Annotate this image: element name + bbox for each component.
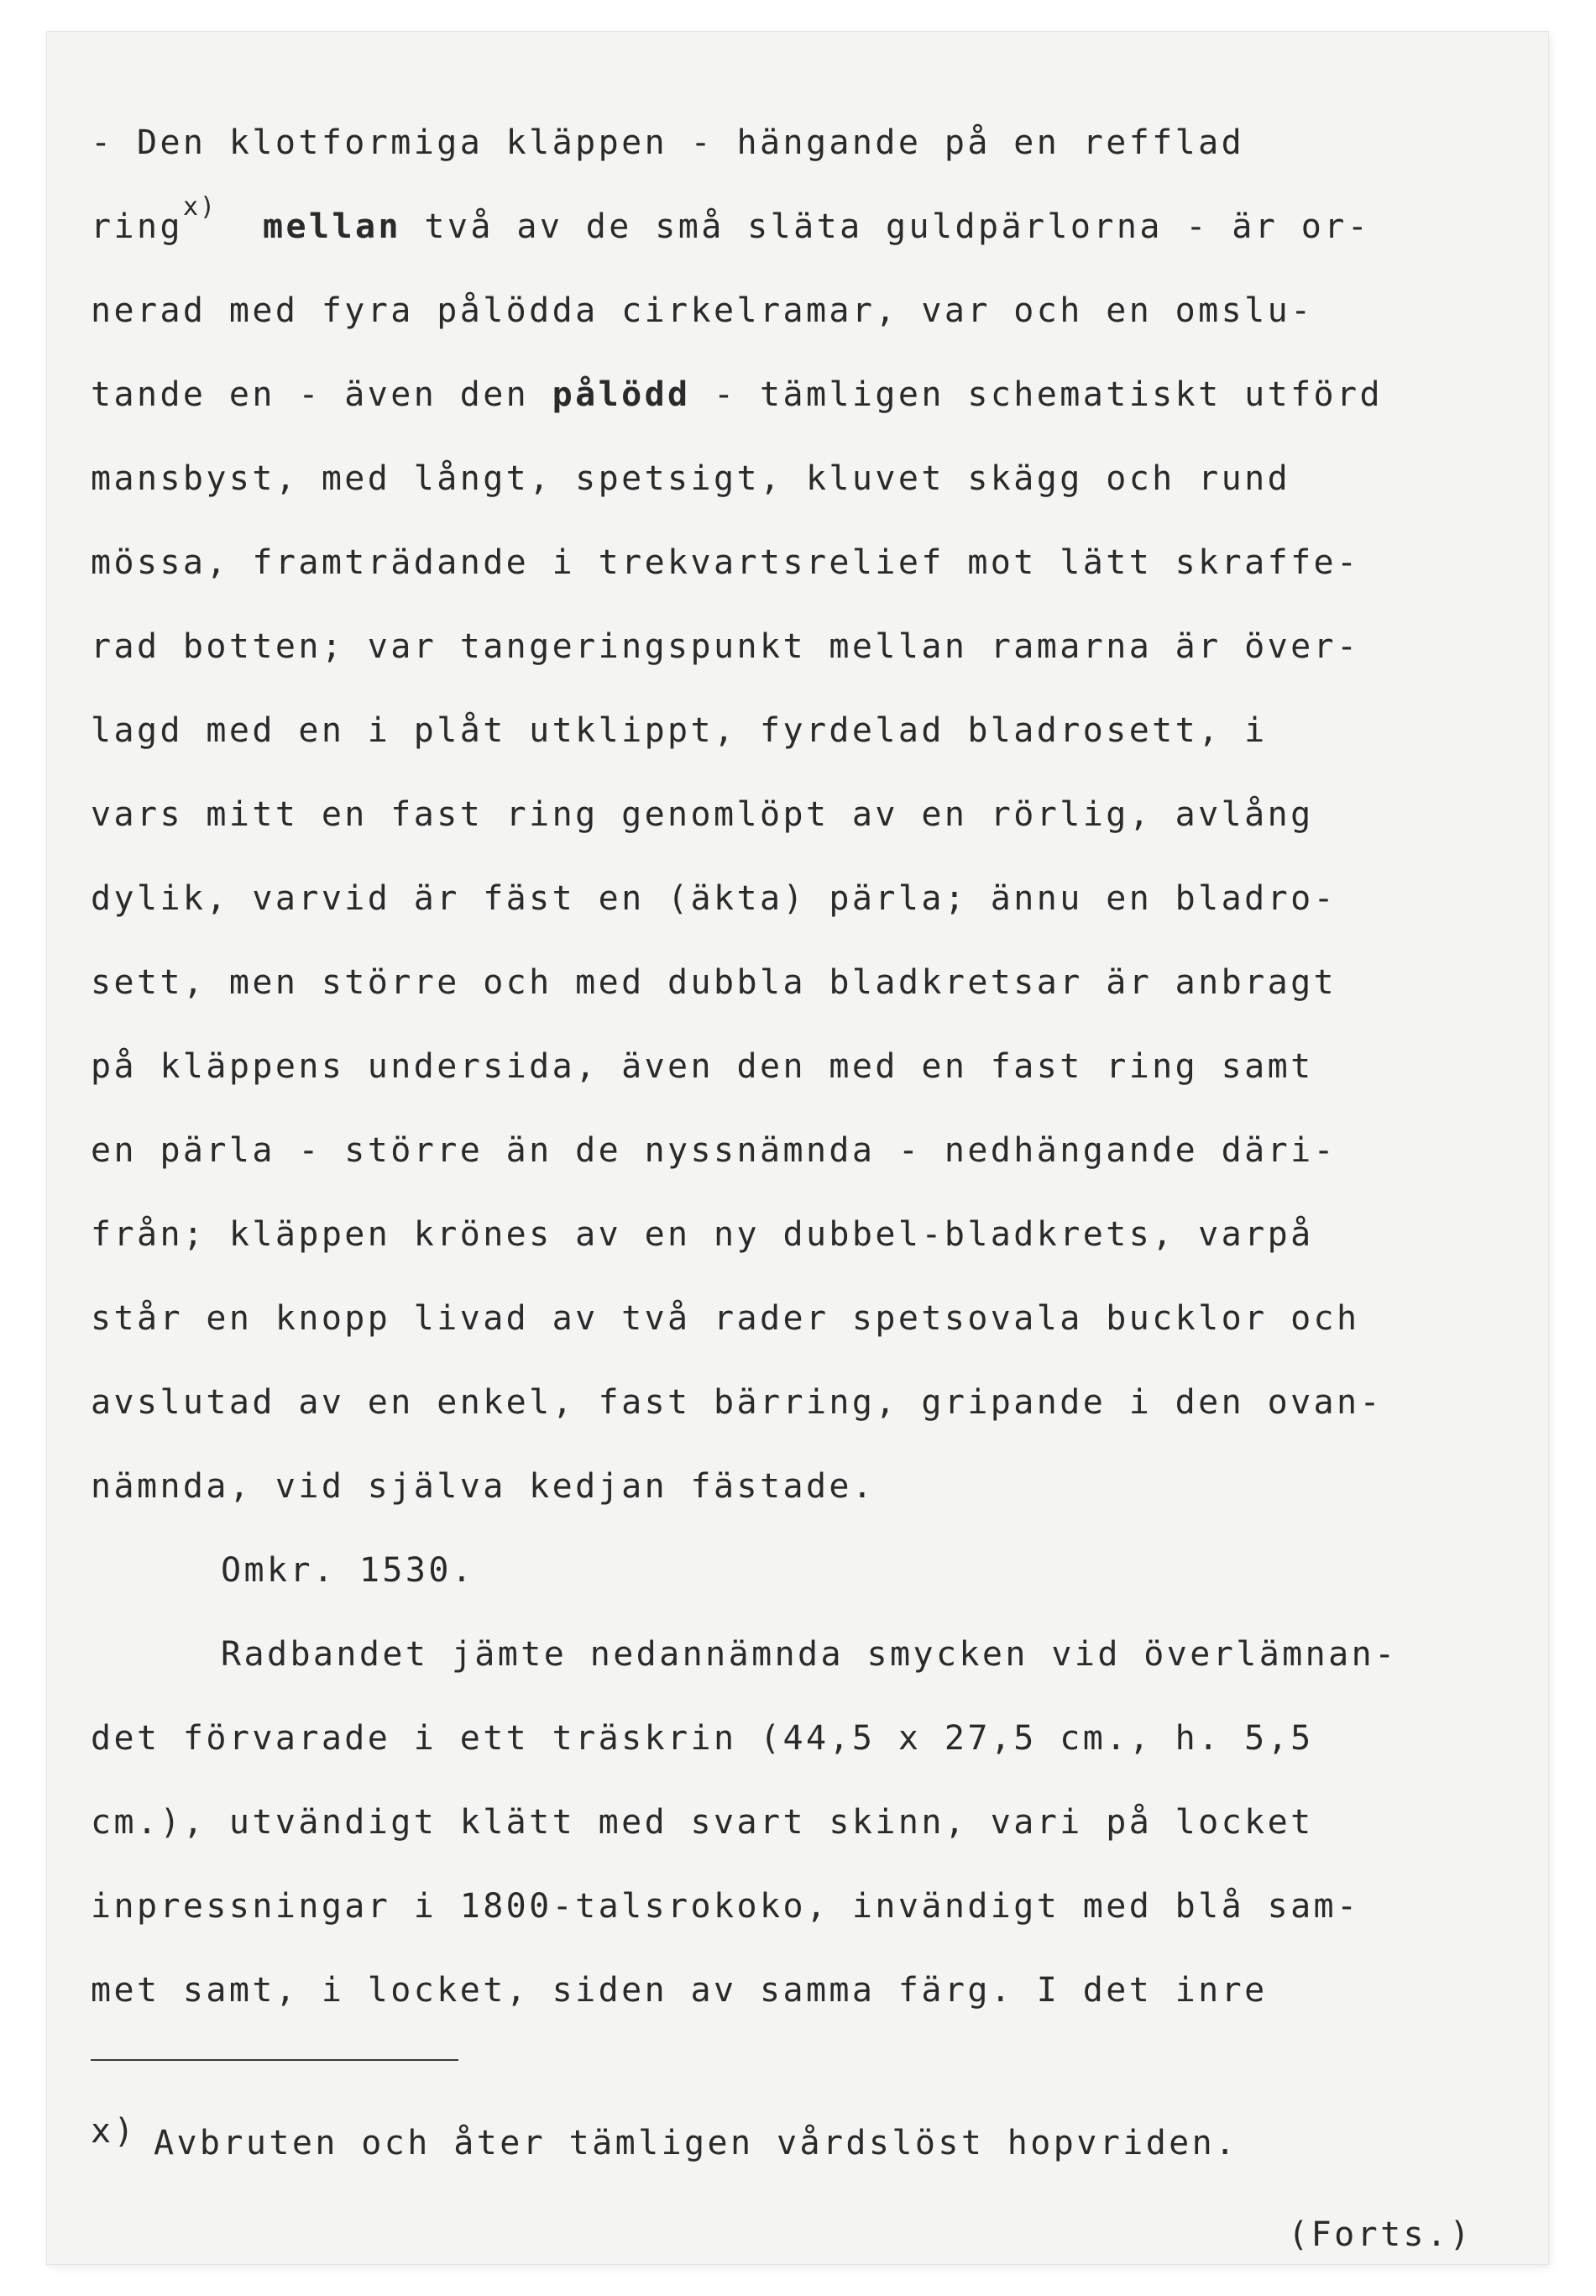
text-line: dylik, varvid är fäst en (äkta) pärla; ännu en bladro- bbox=[91, 879, 1337, 918]
text-segment: tande en - även den bbox=[91, 375, 552, 414]
footnote-reference: x) bbox=[182, 192, 217, 222]
text-line bbox=[91, 353, 1535, 437]
text-line: cm.), utvändigt klätt med svart skinn, vari på locket bbox=[91, 1803, 1314, 1842]
text-segment bbox=[217, 207, 263, 246]
text-line bbox=[91, 185, 1535, 269]
text-line: inpressningar i 1800-talsrokoko, invändigt med blå sam- bbox=[91, 1887, 1360, 1926]
text-line: - Den klotformiga kläppen - hängande på en refflad bbox=[91, 123, 1245, 162]
text-segment: - tämligen schematiskt utförd bbox=[690, 375, 1384, 414]
emphasized-word: pålödd bbox=[552, 375, 691, 414]
text-line: på kläppens undersida, även den med en fast ring samt bbox=[91, 1047, 1314, 1086]
date-line: Omkr. 1530. bbox=[221, 1551, 475, 1590]
footnote bbox=[91, 2112, 1238, 2167]
text-line: det förvarade i ett träskrin (44,5 x 27,5 cm., h. 5,5 bbox=[91, 1719, 1314, 1758]
text-line: står en knopp livad av två rader spetsovala bucklor och bbox=[91, 1299, 1360, 1338]
text-line: mössa, framträdande i trekvartsrelief mot lätt skraffe- bbox=[91, 543, 1360, 582]
text-line: avslutad av en enkel, fast bärring, gripande i den ovan- bbox=[91, 1383, 1383, 1422]
text-line: sett, men större och med dubbla bladkretsar är anbragt bbox=[91, 963, 1337, 1002]
footnote-text: Avbruten och åter tämligen vårdslöst hopvriden. bbox=[153, 2124, 1238, 2162]
text-line: nerad med fyra pålödda cirkelramar, var och en omslu- bbox=[91, 291, 1314, 330]
paragraph-start: Radbandet jämte nedannämnda smycken vid överlämnan- bbox=[221, 1635, 1398, 1674]
body-text bbox=[91, 101, 1535, 2032]
footnote-divider bbox=[91, 2059, 458, 2061]
footnote-mark: x) bbox=[91, 2112, 137, 2151]
text-line: nämnda, vid själva kedjan fästade. bbox=[91, 1467, 876, 1506]
text-segment: två av de små släta guldpärlorna - är or- bbox=[400, 207, 1371, 246]
text-line: vars mitt en fast ring genomlöpt av en rörlig, avlång bbox=[91, 795, 1314, 834]
text-line: lagd med en i plåt utklippt, fyrdelad bladrosett, i bbox=[91, 711, 1268, 750]
text-line: mansbyst, med långt, spetsigt, kluvet skägg och rund bbox=[91, 459, 1291, 498]
text-segment: ring bbox=[91, 207, 183, 246]
text-line: från; kläppen krönes av en ny dubbel-bladkrets, varpå bbox=[91, 1215, 1314, 1254]
continuation-note: (Forts.) bbox=[1288, 2215, 1473, 2254]
emphasized-word: mellan bbox=[263, 207, 401, 246]
text-line: en pärla - större än de nyssnämnda - nedhängande däri- bbox=[91, 1131, 1337, 1170]
text-line: rad botten; var tangeringspunkt mellan ramarna är över- bbox=[91, 627, 1360, 666]
text-line: met samt, i locket, siden av samma färg. I det inre bbox=[91, 1971, 1268, 2010]
document-page bbox=[47, 32, 1548, 2264]
